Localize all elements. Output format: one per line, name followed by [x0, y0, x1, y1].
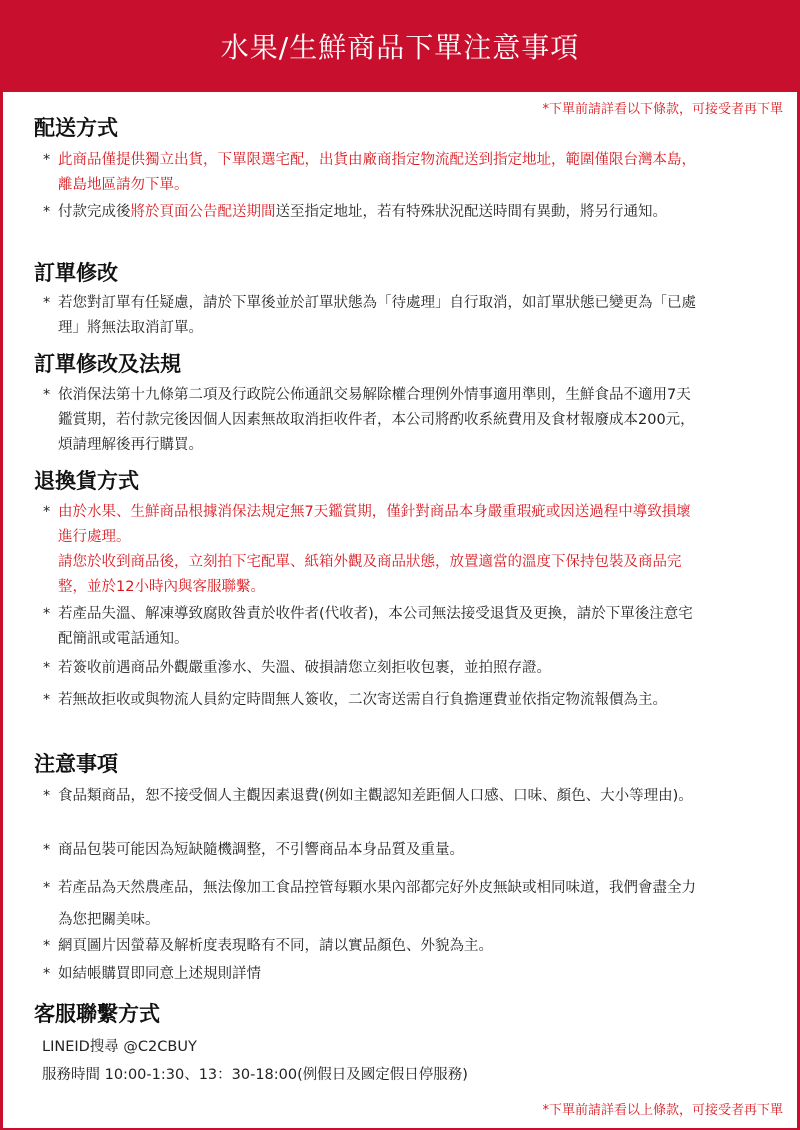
section-title-contact: 客服聯繫方式	[34, 1002, 160, 1026]
returns-item-1a: 由於水果、生鮮商品根據消保法規定無7天鑑賞期，僅針對商品本身嚴重瑕疵或因送過程中導致損壞進行處理。	[58, 504, 691, 545]
notice-item-3	[43, 872, 703, 936]
page-title: 水果/生鮮商品下單注意事項	[220, 31, 580, 64]
bullet-star: *	[43, 938, 51, 954]
section-title-modify: 訂單修改	[34, 261, 118, 285]
law-item-1	[43, 383, 703, 458]
delivery-item-2-pre: 付款完成後	[58, 204, 131, 220]
returns-item-3	[43, 656, 703, 681]
content-panel	[3, 92, 797, 1128]
returns-item-4	[43, 688, 703, 713]
bullet-star: *	[43, 504, 51, 520]
bullet-star: *	[43, 880, 51, 896]
contact-line-hours: 服務時間 10:00-1:30、13：30-18:00(例假日及國定假日停服務)	[42, 1067, 468, 1083]
modify-item-1	[43, 291, 703, 341]
returns-item-4-text: 若無故拒收或與物流人員約定時間無人簽收，二次寄送需自行負擔運費並依指定物流報價為主。	[58, 692, 667, 708]
notice-item-2	[43, 838, 703, 863]
bullet-star: *	[43, 152, 51, 168]
section-title-law: 訂單修改及法規	[34, 352, 181, 376]
bullet-star: *	[43, 204, 51, 220]
notice-item-5	[43, 962, 703, 987]
notice-item-1	[43, 784, 703, 809]
returns-item-1	[43, 500, 703, 600]
returns-item-2-text: 若產品失溫、解凍導致腐敗咎責於收件者(代收者)，本公司無法接受退貨及更換，請於下單後注意宅配簡訊或電話通知。	[58, 606, 693, 647]
returns-item-1b: 請您於收到商品後，立刻拍下宅配單、紙箱外觀及商品狀態，放置適當的溫度下保持包裝及商品完整，並於12小時內與客服聯繫。	[58, 554, 682, 595]
header-banner	[0, 0, 800, 92]
delivery-item-1	[43, 148, 703, 198]
notice-item-2-text: 商品包裝可能因為短缺隨機調整，不引響商品本身品質及重量。	[58, 842, 464, 858]
contact-line-id: LINEID搜尋 @C2CBUY	[42, 1039, 197, 1055]
notice-item-5-text: 如結帳購買即同意上述規則詳情	[58, 966, 261, 982]
delivery-item-2-post: 送至指定地址，若有特殊狀況配送時間有異動，將另行通知。	[275, 204, 667, 220]
bullet-star: *	[43, 606, 51, 622]
bottom-note: *下單前請詳看以上條款，可接受者再下單	[542, 1103, 783, 1118]
notice-item-4	[43, 934, 703, 959]
bullet-star: *	[43, 295, 51, 311]
bullet-star: *	[43, 660, 51, 676]
delivery-item-2	[43, 200, 703, 225]
returns-item-3-text: 若簽收前遇商品外觀嚴重滲水、失溫、破損請您立刻拒收包裹，並拍照存證。	[58, 660, 551, 676]
top-note: *下單前請詳看以下條款，可接受者再下單	[542, 102, 783, 117]
returns-item-2	[43, 602, 703, 652]
bullet-star: *	[43, 387, 51, 403]
notice-item-3-text: 若產品為天然農產品，無法像加工食品控管每顆水果內部都完好外皮無缺或相同味道，我們會盡全力為您把關美味。	[58, 880, 696, 928]
delivery-item-1-text: 此商品僅提供獨立出貨，下單限選宅配，出貨由廠商指定物流配送到指定地址，範圍僅限台灣本島，離島地區請勿下單。	[58, 152, 696, 193]
delivery-item-2-red: 將於頁面公告配送期間	[130, 204, 276, 220]
notice-item-1-text: 食品類商品，恕不接受個人主觀因素退費(例如主觀認知差距個人口感、口味、顏色、大小等理由)。	[58, 788, 693, 804]
returns-item-1-text	[58, 500, 703, 600]
section-title-returns: 退換貨方式	[34, 469, 139, 493]
section-title-delivery: 配送方式	[34, 116, 118, 140]
bullet-star: *	[43, 966, 51, 982]
section-title-notice: 注意事項	[34, 752, 118, 776]
modify-item-1-text: 若您對訂單有任疑慮，請於下單後並於訂單狀態為「待處理」自行取消，如訂單狀態已變更為「已處理」將無法取消訂單。	[58, 295, 696, 336]
bullet-star: *	[43, 692, 51, 708]
delivery-item-2-text	[58, 200, 703, 225]
bullet-star: *	[43, 788, 51, 804]
law-item-1-text: 依消保法第十九條第二項及行政院公佈通訊交易解除權合理例外情事適用準則，生鮮食品不適用7天鑑賞期，若付款完後因個人因素無故取消拒收件者，本公司將酌收系統費用及食材報廢成本200元，煩請理解後再行購買。	[58, 387, 695, 453]
bullet-star: *	[43, 842, 51, 858]
notice-item-4-text: 網頁圖片因螢幕及解析度表現略有不同，請以實品顏色、外貌為主。	[58, 938, 493, 954]
